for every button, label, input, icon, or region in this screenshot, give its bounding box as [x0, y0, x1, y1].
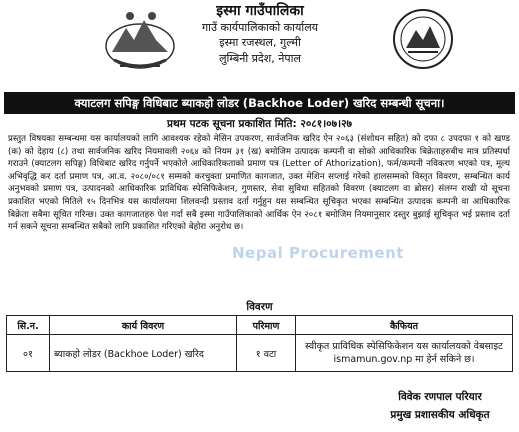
- cell-description: ब्याकहो लोडर (Backhoe Loder) खरिद: [50, 335, 237, 372]
- col-header-sn: सि.न.: [7, 316, 50, 335]
- publication-date: प्रथम पटक सूचना प्रकाशित मिति: २०८१।०७।२७: [166, 118, 353, 130]
- table-header-row: [7, 316, 513, 335]
- signature-block: [360, 388, 519, 424]
- municipality-name: इस्मा गाउँपालिका: [216, 3, 304, 19]
- watermark: Nepal Procurement: [232, 244, 404, 262]
- municipality-logo-icon: [392, 8, 454, 70]
- cell-sn: ०१: [7, 335, 50, 372]
- cell-quantity: १ वटा: [237, 335, 296, 372]
- col-header-description: कार्य विवरण: [50, 316, 237, 335]
- col-header-remarks: कैफियत: [296, 316, 513, 335]
- notice-title: क्याटलग सपिङ्ग विधिबाट ब्याकहो लोडर (Backhoe Loder) खरिद सम्बन्धी सूचना।: [4, 92, 515, 114]
- remarks-line-2: ismamun.gov.np मा हेर्न सकिने छ।: [333, 354, 475, 365]
- signatory-name: विवेक रणपाल परियार: [398, 391, 482, 403]
- details-heading: विवरण: [246, 301, 273, 313]
- cell-remarks: [296, 335, 513, 372]
- office-name: गाउँ कार्यपालिकाको कार्यालय: [201, 20, 319, 34]
- remarks-line-1: स्वीकृत प्राविधिक स्पेसिफिकेशन यस कार्यालयको वेबसाइट: [305, 341, 503, 352]
- details-table: [6, 315, 513, 372]
- signatory-designation: प्रमुख प्रशासकीय अधिकृत: [390, 409, 490, 421]
- office-address: इस्मा रजस्थल, गुल्मी: [219, 36, 301, 49]
- province-country: लुम्बिनी प्रदेश, नेपाल: [219, 51, 301, 65]
- notice-body: प्रस्तुत विषयका सम्बन्धमा यस कार्यालयको लागि आवश्यक रहेको मेसिन उपकरण, सार्वजनिक खरिद ऐन २०६३ (संशोधन सहित) को दफा ८ उपदफा १ को खण्ड (क) को देहाय (८) तथा सार्वजनिक खरिद नियमावली २०६४ को नियम ३१ (ख) बमोजिम उत्पादक कम्पनी वा सोको आधिकारिक बिक्रेताहरुबीच मात्र प्रतिस्पर्धा गराउने (क्याटलग सपिङ्ग) विधिबाट खरिद गर्नुपर्ने भएकोले आधिकारिकताको प्रमाण पत्र (Letter of Athorization), फर्म/कम्पनी नविकरण भएको पत्र, मूल्य अभिवृद्धि कर दर्ता प्रमाण पत्र, आ.व. २०८०/०८१ सम्मको करचुक्ता प्रमाणित कागजात, उक्त मेशिन सप्लाई गरेको हालसम्मको विस्तृत विवरण, सम्बन्धित कार्य अनुभवको प्रमाण पत्र, उत्पादनको आधिकारिक प्राविधिक स्पेसिफिकेशन, गुणस्तर, सेवा सुविधा सहितको विवरण (क्याटलग वा ब्रोसर) संलग्न राखी यो सूचना प्रकाशित भएको मितिले १५ दिनभित्र यस कार्यालयमा शिलवन्दी प्रस्ताव दर्ता गर्नुहुन यस सम्बन्धित सूचिकृत भएका सम्बन्धित उत्पादक कम्पनी वा आधिकारिक बिक्रेता सबैमा सूचित गरिन्छ। उक्त कागजातहरु पेश गर्दा सबै इस्मा गाउँपालिकाको आर्थिक ऐन २०८१ बमोजिम नियमानुसार दस्तुर बुझाई सूचिकृत भई प्रस्ताव दर्ता गर्न सकने सूचना सम्बन्धित सबैको लागि प्रकाशित गरिएको बेहोरा अनुरोध छ।: [8, 134, 510, 233]
- letterhead: [0, 0, 519, 96]
- col-header-quantity: परिमाण: [237, 316, 296, 335]
- table-row: [7, 335, 513, 372]
- office-heading: [150, 4, 370, 66]
